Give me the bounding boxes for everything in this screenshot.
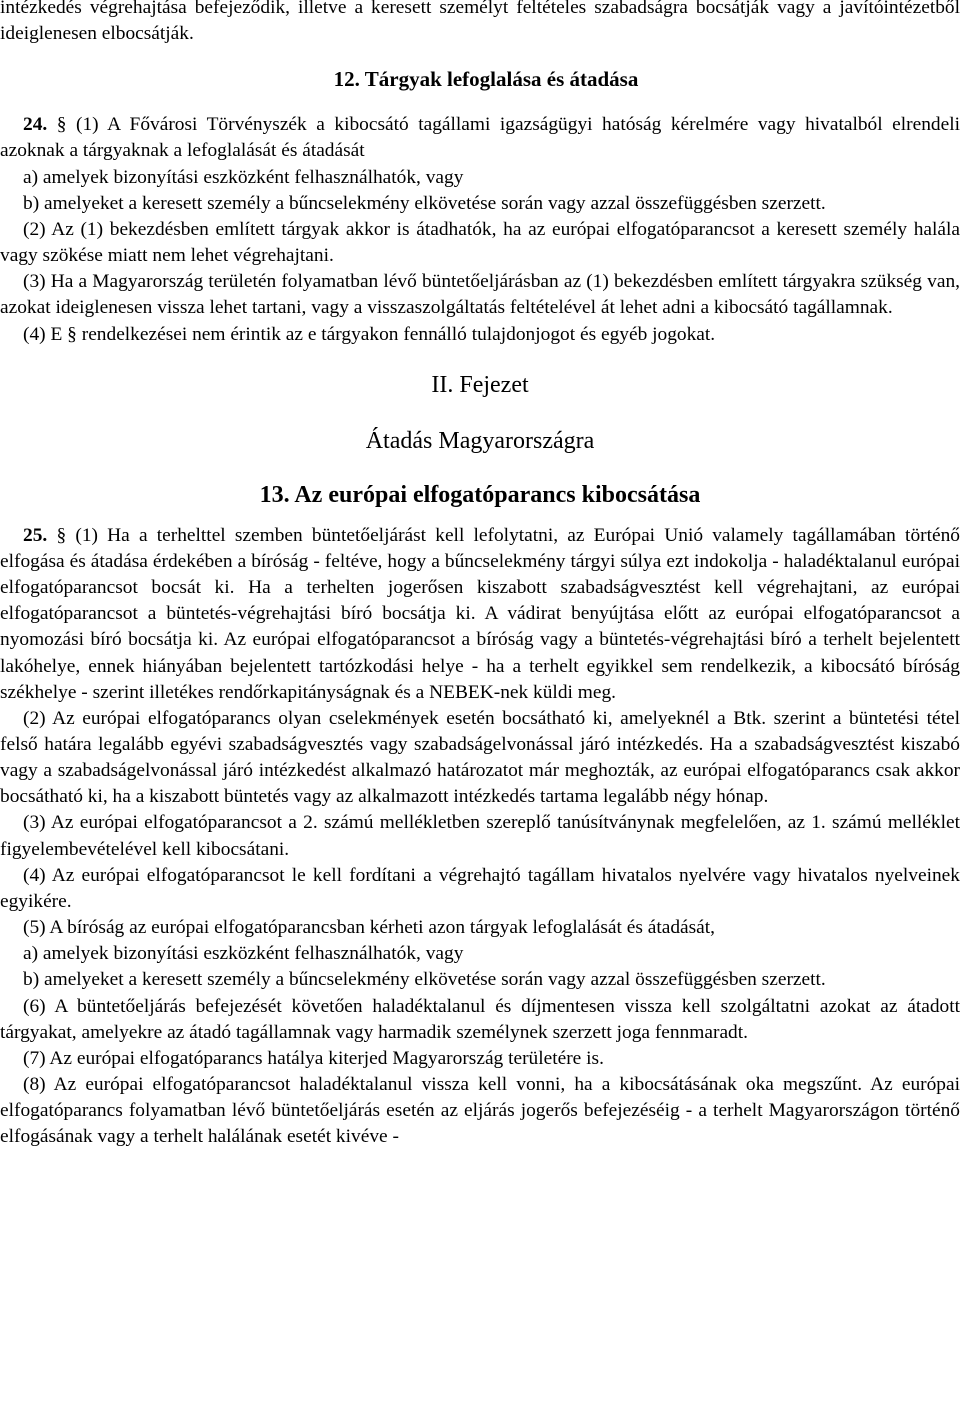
section-25-paragraph-6: (6) A büntetőeljárás befejezését követően haladéktalanul és díjmentesen vissza kell szolgáltatni azokat az átadott tárgyakat, amelyekre az átadó tagállamnak vagy harmadik személynek szerzett joga fennmaradt. xyxy=(0,995,960,1043)
section-12-heading: 12. Tárgyak lefoglalása és átadása xyxy=(333,67,639,92)
section-25-paragraph-5: (5) A bíróság az európai elfogatóparancsban kérheti azon tárgyak lefoglalását és átadását, xyxy=(23,917,716,939)
section-24-paragraph-2: (2) Az (1) bekezdésben említett tárgyak akkor is átadhatók, ha az európai elfogatóparancsot a keresett személy halála vagy szökése miatt nem lehet végrehajtani. xyxy=(0,218,960,267)
section-24-paragraph-1 xyxy=(0,112,960,164)
section-25-item-b: b) amelyeket a keresett személy a bűncselekmény elkövetése során vagy azzal összefüggésben szerzett. xyxy=(23,969,826,991)
section-24-item-b: b) amelyeket a keresett személy a bűncselekmény elkövetése során vagy azzal összefüggésben szerzett. xyxy=(23,192,826,214)
section-25-item-a: a) amelyek bizonyítási eszközként felhasználhatók, vagy xyxy=(23,943,464,965)
section-25-p1-text: (1) Ha a terhelttel szemben büntetőeljárást kell lefolytatni, az Európai Unió valamely tagállamában történő elfogása és átadása érdekében a bíróság - feltéve, hogy a bűncselekmény tárgyi súlya ezt indokolja - haladéktalanul európai elfogatóparancsot bocsát ki. Ha a terhelten jogerősen kiszabott szabadságvesztést kell végrehajtani, az európai elfogatóparancsot a büntetés-végrehajtási bíró bocsátja ki. A vádirat benyújtása előtt az európai elfogatóparancsot a nyomozási bíró bocsátja ki. Az európai elfogatóparancsot a bíróság vagy a büntetés-végrehajtási bíró a terhelt bejelentett lakóhelye, ennek hiányában bejelentett tartózkodási helye - ha a terhelt egyikkel sem rendelkezik, a kibocsátó bíróság székhelye - szerint illetékes rendőrkapitányságnak és a NEBEK-nek küldi meg. xyxy=(0,524,960,703)
section-24-item-a: a) amelyek bizonyítási eszközként felhasználhatók, vagy xyxy=(23,166,464,188)
section-24-p1-text: (1) A Fővárosi Törvényszék a kibocsátó tagállami igazságügyi hatóság kérelmére vagy hivatalból elrendeli azoknak a tárgyaknak a lefoglalását és átadását xyxy=(0,114,960,162)
section-25-paragraph-8: (8) Az európai elfogatóparancsot haladéktalanul vissza kell vonni, ha a kibocsátásának oka megszűnt. Az európai elfogatóparancs folyamatban lévő büntetőeljárás esetén az eljárás jogerős befejezéséig - a terhelt Magyarországon történő elfogásának vagy a terhelt halálának esetét kivéve - xyxy=(0,1074,960,1148)
section-25-paragraph-4: (4) Az európai elfogatóparancsot le kell fordítani a végrehajtó tagállam hivatalos nyelvére vagy hivatalos nyelveinek egyikére. xyxy=(0,864,960,912)
section-sign-icon: § xyxy=(56,114,67,136)
section-24-p4-start: (4) E xyxy=(23,323,63,345)
section-25-paragraph-1 xyxy=(0,523,960,706)
chapter-title: Átadás Magyarországra xyxy=(365,427,595,454)
paragraph-continued: intézkedés végrehajtása befejeződik, illetve a keresett személyt feltételes szabadságra bocsátják vagy a javítóintézetből ideiglenesen elbocsátják. xyxy=(0,0,960,45)
chapter-number: II. Fejezet xyxy=(431,371,529,398)
section-number-25: 25. xyxy=(23,524,48,546)
section-25-paragraph-3: (3) Az európai elfogatóparancsot a 2. számú mellékletben szereplő tanúsítványnak megfelelően, az 1. számú melléklet figyelembevételével kell kibocsátani. xyxy=(0,812,960,860)
section-25-paragraph-7: (7) Az európai elfogatóparancs hatálya kiterjed Magyarország területére is. xyxy=(23,1047,604,1069)
section-24-p4-end: rendelkezései nem érintik az e tárgyakon fennálló tulajdonjogot és egyéb jogokat. xyxy=(81,323,716,345)
section-24-paragraph-3: (3) Ha a Magyarország területén folyamatban lévő büntetőeljárásban az (1) bekezdésben említett tárgyakra szükség van, azokat ideiglenesen vissza lehet tartani, vagy a visszaszolgáltatás feltételével át lehet adni a kibocsátó tagállamnak. xyxy=(0,271,960,319)
section-sign-icon: § xyxy=(67,323,77,345)
section-25-paragraph-2: (2) Az európai elfogatóparancs olyan cselekmények esetén bocsátható ki, amelyeknél a Btk. szerint a büntetési tétel felső határa legalább egyévi szabadságvesztés vagy szabadságelvonással járó intézkedés. Ha a szabadságvesztést kiszabó vagy a szabadságelvonással járó intézkedést alkalmazó határozatot már meghozták, az európai elfogatóparancs csak akkor bocsátható ki, ha a kiszabott büntetés vagy az alkalmazott intézkedés tartama legalább négy hónap. xyxy=(0,707,960,808)
section-24-paragraph-4 xyxy=(0,322,960,348)
section-13-heading: 13. Az európai elfogatóparancs kibocsátása xyxy=(259,481,701,508)
section-sign-icon: § xyxy=(56,524,67,546)
section-number-24: 24. xyxy=(23,114,48,136)
